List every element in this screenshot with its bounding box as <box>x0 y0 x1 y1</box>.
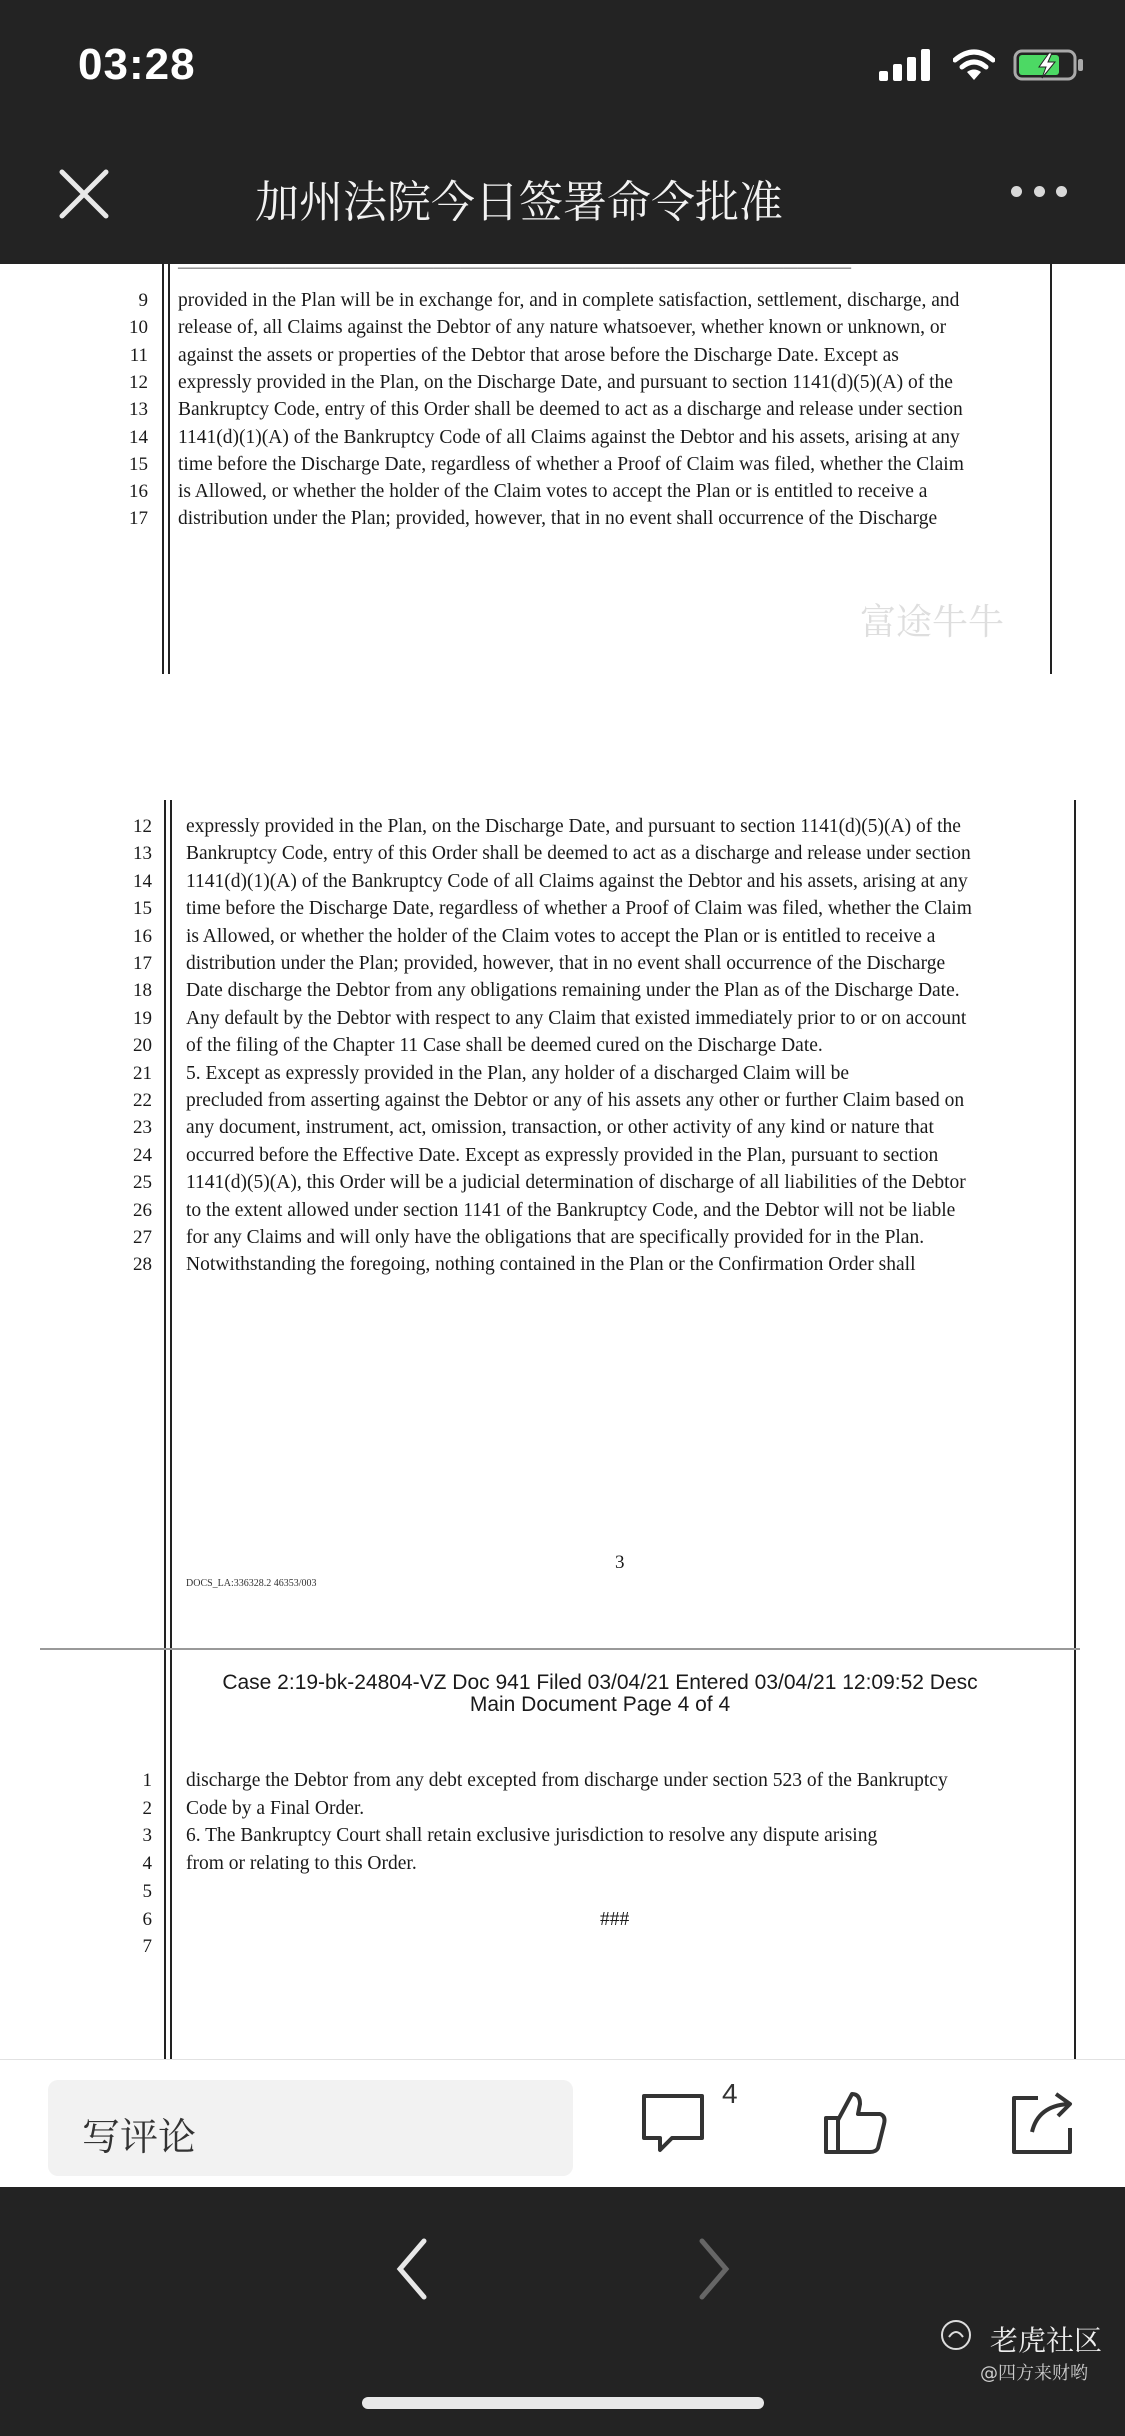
document-line: expressly provided in the Plan, on the Discharge Date, and pursuant to section 1141(d)(5)(A) of the <box>186 816 961 837</box>
line-number: 6 <box>142 1908 152 1930</box>
margin-rule <box>1050 264 1052 674</box>
comment-count: 4 <box>722 2078 738 2109</box>
document-line: discharge the Debtor from any debt excepted from discharge under section 523 of the Bankruptcy <box>186 1770 948 1791</box>
line-number: 19 <box>133 1007 152 1029</box>
line-number: 7 <box>142 1936 152 1958</box>
document-line: to the extent allowed under section 1141 of the Bankruptcy Code, and the Debtor will not be liable <box>186 1199 956 1221</box>
brand-sub: @四方来财哟 <box>980 2363 1088 2384</box>
document-line: distribution under the Plan; provided, however, that in no event shall occurrence of the Discharge <box>186 953 946 974</box>
line-number: 24 <box>133 1144 152 1166</box>
margin-rule <box>162 264 164 674</box>
line-number: 13 <box>133 843 152 865</box>
tiger-logo-icon <box>940 2319 972 2351</box>
margin-rule <box>164 800 166 2059</box>
document-line: occurred before the Effective Date. Except as expressly provided in the Plan, pursuant to section <box>186 1144 939 1166</box>
line-number: 25 <box>133 1172 152 1194</box>
document-line: is Allowed, or whether the holder of the Claim votes to accept the Plan or is entitled to receive a <box>186 925 936 947</box>
document-line: Bankruptcy Code, entry of this Order shall be deemed to act as a discharge and release under section <box>178 399 963 421</box>
line-number: 27 <box>133 1227 152 1248</box>
document-line: distribution under the Plan; provided, however, that in no event shall occurrence of the Discharge <box>178 508 938 530</box>
line-number: 18 <box>133 980 152 1002</box>
line-number: 10 <box>129 317 148 339</box>
document-line: any document, instrument, act, omission, transaction, or other activity of any kind or nature that <box>186 1117 934 1139</box>
document-line: provided in the Plan will be in exchange for, and in complete satisfaction, settlement, discharge, and <box>178 290 960 311</box>
line-number: 2 <box>142 1797 152 1819</box>
margin-rule <box>1074 800 1076 2059</box>
document-line: ### <box>600 1908 630 1930</box>
line-number: 16 <box>133 925 152 947</box>
document-line: is Allowed, or whether the holder of the Claim votes to accept the Plan or is entitled to receive a <box>178 481 928 503</box>
line-number: 1 <box>142 1770 152 1791</box>
line-number: 20 <box>133 1035 152 1057</box>
footer-code: DOCS_LA:336328.2 46353/003 <box>186 1578 317 1589</box>
brand-name: 老虎社区 <box>990 2324 1103 2357</box>
line-number: 14 <box>133 870 152 892</box>
document-line: Any default by the Debtor with respect to any Claim that existed immediately prior to or on account <box>186 1007 967 1029</box>
document-line: 1141(d)(5)(A), this Order will be a judicial determination of discharge of all liabilities of the Debtor <box>186 1172 966 1194</box>
status-time: 03:28 <box>78 40 196 89</box>
top-bar <box>0 0 1125 264</box>
line-number: 13 <box>129 399 148 421</box>
line-number: 26 <box>133 1199 152 1221</box>
line-number: 21 <box>133 1062 152 1084</box>
battery-icon <box>1013 48 1085 82</box>
comment-input[interactable] <box>48 2080 573 2176</box>
page-title: 加州法院今日签署命令批准 <box>255 177 783 226</box>
document-line: 1141(d)(1)(A) of the Bankruptcy Code of all Claims against the Debtor and his assets, arising at any <box>186 870 968 892</box>
case-header <box>150 1672 1050 1716</box>
line-number: 12 <box>129 371 148 393</box>
line-number: 12 <box>133 816 152 837</box>
like-icon[interactable] <box>820 2088 890 2158</box>
document-line: 5. Except as expressly provided in the Plan, any holder of a discharged Claim will be <box>186 1062 850 1084</box>
bottom-toolbar <box>0 2059 1125 2187</box>
document-line: for any Claims and will only have the obligations that are specifically provided for in the Plan. <box>186 1227 925 1248</box>
document-line: Bankruptcy Code, entry of this Order shall be deemed to act as a discharge and release under section <box>186 843 971 865</box>
watermark: 富途牛牛 <box>860 602 1005 643</box>
document-line: precluded from asserting against the Debtor or any of his assets any other or further Claim based on <box>186 1090 965 1111</box>
document-line: against the assets or properties of the Debtor that arose before the Discharge Date. Except as <box>178 344 899 366</box>
document-line: of the filing of the Chapter 11 Case shall be deemed cured on the Discharge Date. <box>186 1035 823 1057</box>
document-viewer <box>0 264 1125 2059</box>
line-number: 4 <box>142 1853 152 1875</box>
home-indicator[interactable] <box>362 2397 764 2409</box>
status-icons <box>879 48 1085 82</box>
line-number: 11 <box>129 344 148 366</box>
back-arrow-icon[interactable] <box>392 2237 432 2301</box>
line-number: 9 <box>138 290 148 311</box>
line-number: 15 <box>133 898 152 920</box>
line-number: 17 <box>133 953 152 974</box>
forward-arrow-icon[interactable] <box>694 2237 734 2301</box>
page-divider <box>40 1648 1080 1650</box>
comment-placeholder: 写评论 <box>82 2115 197 2159</box>
margin-rule <box>170 800 172 2059</box>
cut-off-line: ────────────────────────────────────────────────── <box>178 264 852 279</box>
document-line: from or relating to this Order. <box>186 1853 417 1875</box>
line-number: 16 <box>129 481 148 503</box>
line-number: 22 <box>133 1090 152 1111</box>
line-number: 15 <box>129 453 148 475</box>
case-header-line2: Main Document Page 4 of 4 <box>469 1693 731 1716</box>
document-line: release of, all Claims against the Debtor of any nature whatsoever, whether known or unknown, or <box>178 317 947 339</box>
document-line: time before the Discharge Date, regardless of whether a Proof of Claim was filed, whether the Claim <box>186 898 972 920</box>
signal-icon <box>879 49 935 81</box>
line-number: 5 <box>142 1880 152 1902</box>
line-number: 17 <box>129 508 148 530</box>
document-line: Code by a Final Order. <box>186 1797 365 1819</box>
page-number: 3 <box>615 1552 625 1573</box>
line-number: 23 <box>133 1117 152 1139</box>
line-number: 14 <box>129 426 148 448</box>
document-line: time before the Discharge Date, regardless of whether a Proof of Claim was filed, whether the Claim <box>178 453 964 475</box>
document-line: expressly provided in the Plan, on the Discharge Date, and pursuant to section 1141(d)(5)(A) of the <box>178 371 953 393</box>
comment-icon[interactable] <box>638 2088 708 2158</box>
document-line: Date discharge the Debtor from any obligations remaining under the Plan as of the Discharge Date. <box>186 980 960 1002</box>
wifi-icon <box>953 49 995 81</box>
more-icon[interactable] <box>1011 186 1067 202</box>
margin-rule <box>168 264 170 674</box>
case-header-line1: Case 2:19-bk-24804-VZ Doc 941 Filed 03/04/21 Entered 03/04/21 12:09:52 Desc <box>222 1671 978 1694</box>
document-line: Notwithstanding the foregoing, nothing contained in the Plan or the Confirmation Order shall <box>186 1254 916 1276</box>
close-icon[interactable] <box>58 168 110 220</box>
share-icon[interactable] <box>1008 2088 1078 2158</box>
line-number: 28 <box>133 1254 152 1276</box>
browser-bar <box>0 2187 1125 2436</box>
document-line: 6. The Bankruptcy Court shall retain exclusive jurisdiction to resolve any dispute arising <box>186 1825 878 1847</box>
document-line: 1141(d)(1)(A) of the Bankruptcy Code of all Claims against the Debtor and his assets, arising at any <box>178 426 960 448</box>
line-number: 3 <box>142 1825 152 1847</box>
